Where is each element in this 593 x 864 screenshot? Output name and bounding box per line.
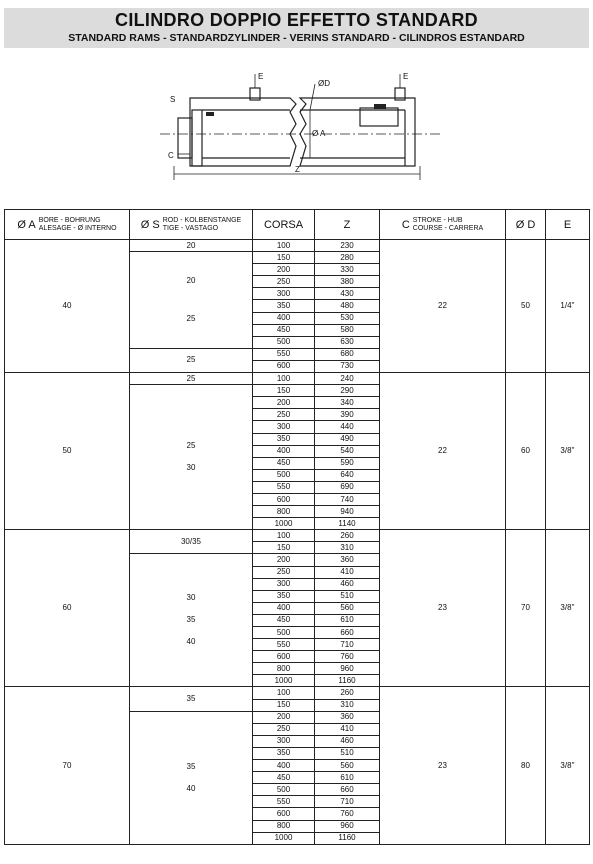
corsa-cell: 400 [253, 760, 315, 772]
rod-cell [130, 711, 253, 844]
corsa-cell: 550 [253, 481, 315, 493]
z-cell: 310 [315, 542, 380, 554]
z-cell: 610 [315, 772, 380, 784]
z-cell: 480 [315, 300, 380, 312]
z-cell: 660 [315, 784, 380, 796]
page-header [4, 8, 589, 48]
z-cell: 260 [315, 530, 380, 542]
corsa-cell: 450 [253, 457, 315, 469]
z-cell: 380 [315, 276, 380, 288]
corsa-cell: 500 [253, 627, 315, 639]
header-e: E [546, 210, 590, 240]
z-cell: 290 [315, 385, 380, 397]
corsa-cell: 300 [253, 578, 315, 590]
rod-value: 25 [186, 313, 196, 323]
z-cell: 460 [315, 578, 380, 590]
z-cell: 680 [315, 348, 380, 360]
header-corsa: CORSA [253, 210, 315, 240]
corsa-cell: 350 [253, 433, 315, 445]
z-cell: 740 [315, 493, 380, 505]
corsa-cell: 550 [253, 796, 315, 808]
stroke-cell: 22 [380, 373, 506, 530]
table-row [5, 687, 590, 699]
z-cell: 610 [315, 614, 380, 626]
corsa-cell: 100 [253, 530, 315, 542]
page-subtitle: STANDARD RAMS - STANDARDZYLINDER - VERINS STANDARD - CILINDROS ESTANDARD [68, 32, 525, 44]
corsa-cell: 800 [253, 663, 315, 675]
corsa-cell: 1000 [253, 832, 315, 844]
z-cell: 310 [315, 699, 380, 711]
corsa-cell: 400 [253, 445, 315, 457]
z-cell: 560 [315, 760, 380, 772]
drawing-label-s: S [170, 95, 176, 104]
corsa-cell: 200 [253, 397, 315, 409]
z-cell: 590 [315, 457, 380, 469]
corsa-cell: 550 [253, 639, 315, 651]
rod-cell: 30/35 [130, 530, 253, 554]
corsa-cell: 400 [253, 602, 315, 614]
corsa-cell: 600 [253, 493, 315, 505]
z-cell: 490 [315, 433, 380, 445]
table-row [5, 240, 590, 252]
drawing-label-c: C [168, 151, 174, 160]
rod-value: 40 [186, 637, 196, 647]
rod-value: 35 [186, 761, 196, 771]
z-cell: 340 [315, 397, 380, 409]
stroke-cell: 22 [380, 240, 506, 373]
drawing-label-d: ØD [318, 79, 330, 88]
rod-cell: 35 [130, 687, 253, 711]
drawing-label-a: Ø A [312, 129, 326, 138]
z-cell: 360 [315, 711, 380, 723]
corsa-cell: 400 [253, 312, 315, 324]
e-cell: 1/4'' [546, 240, 590, 373]
z-cell: 640 [315, 469, 380, 481]
corsa-cell: 800 [253, 820, 315, 832]
rod-cell: 25 [130, 348, 253, 372]
d-cell: 70 [506, 530, 546, 687]
corsa-cell: 100 [253, 687, 315, 699]
z-cell: 960 [315, 820, 380, 832]
rod-value: 30 [186, 463, 196, 473]
bore-cell: 50 [5, 373, 130, 530]
d-cell: 80 [506, 687, 546, 844]
corsa-cell: 600 [253, 360, 315, 372]
specs-table [4, 209, 590, 845]
d-cell: 50 [506, 240, 546, 373]
corsa-cell: 350 [253, 300, 315, 312]
z-cell: 710 [315, 639, 380, 651]
corsa-cell: 200 [253, 554, 315, 566]
e-cell: 3/8'' [546, 530, 590, 687]
z-cell: 940 [315, 506, 380, 518]
corsa-cell: 1000 [253, 518, 315, 530]
corsa-cell: 350 [253, 747, 315, 759]
z-cell: 260 [315, 687, 380, 699]
header-d: Ø D [506, 210, 546, 240]
corsa-cell: 300 [253, 735, 315, 747]
bore-cell: 60 [5, 530, 130, 687]
z-cell: 1140 [315, 518, 380, 530]
corsa-cell: 200 [253, 264, 315, 276]
corsa-cell: 550 [253, 348, 315, 360]
d-cell: 60 [506, 373, 546, 530]
rod-value: 40 [186, 783, 196, 793]
e-cell: 3/8'' [546, 373, 590, 530]
corsa-cell: 150 [253, 385, 315, 397]
stroke-cell: 23 [380, 530, 506, 687]
corsa-cell: 150 [253, 252, 315, 264]
table-row [5, 530, 590, 542]
corsa-cell: 450 [253, 614, 315, 626]
z-cell: 1160 [315, 832, 380, 844]
corsa-cell: 1000 [253, 675, 315, 687]
z-cell: 280 [315, 252, 380, 264]
header-stroke: C STROKE - HUB COURSE - CARRERA [380, 210, 506, 240]
rod-value: 25 [186, 441, 196, 451]
corsa-cell: 150 [253, 699, 315, 711]
corsa-cell: 450 [253, 324, 315, 336]
table-row [5, 373, 590, 385]
corsa-cell: 100 [253, 373, 315, 385]
z-cell: 540 [315, 445, 380, 457]
bore-cell: 40 [5, 240, 130, 373]
z-cell: 360 [315, 554, 380, 566]
z-cell: 630 [315, 336, 380, 348]
rod-cell: 20 [130, 240, 253, 252]
table-body [5, 240, 590, 845]
z-cell: 730 [315, 360, 380, 372]
z-cell: 390 [315, 409, 380, 421]
z-cell: 760 [315, 651, 380, 663]
corsa-cell: 600 [253, 808, 315, 820]
z-cell: 690 [315, 481, 380, 493]
corsa-cell: 250 [253, 723, 315, 735]
corsa-cell: 600 [253, 651, 315, 663]
z-cell: 460 [315, 735, 380, 747]
z-cell: 330 [315, 264, 380, 276]
table-header-row [5, 210, 590, 240]
corsa-cell: 100 [253, 240, 315, 252]
z-cell: 240 [315, 373, 380, 385]
corsa-cell: 250 [253, 566, 315, 578]
z-cell: 960 [315, 663, 380, 675]
drawing-label-e-right: E [403, 72, 409, 81]
cylinder-drawing [150, 66, 450, 191]
page-title: CILINDRO DOPPIO EFFETTO STANDARD [115, 10, 478, 30]
z-cell: 1160 [315, 675, 380, 687]
corsa-cell: 200 [253, 711, 315, 723]
rod-cell [130, 252, 253, 349]
corsa-cell: 250 [253, 409, 315, 421]
corsa-cell: 800 [253, 506, 315, 518]
header-z: Z [315, 210, 380, 240]
z-cell: 510 [315, 747, 380, 759]
corsa-cell: 250 [253, 276, 315, 288]
z-cell: 430 [315, 288, 380, 300]
header-rod: Ø S ROD - KOLBENSTANGE TIGE - VASTAGO [130, 210, 253, 240]
corsa-cell: 500 [253, 784, 315, 796]
e-cell: 3/8'' [546, 687, 590, 844]
z-cell: 410 [315, 566, 380, 578]
corsa-cell: 150 [253, 542, 315, 554]
corsa-cell: 300 [253, 421, 315, 433]
corsa-cell: 450 [253, 772, 315, 784]
drawing-label-e-left: E [258, 72, 264, 81]
stroke-cell: 23 [380, 687, 506, 844]
corsa-cell: 300 [253, 288, 315, 300]
corsa-cell: 350 [253, 590, 315, 602]
rod-value: 35 [186, 615, 196, 625]
z-cell: 410 [315, 723, 380, 735]
z-cell: 760 [315, 808, 380, 820]
rod-value: 20 [186, 275, 196, 285]
drawing-label-z: Z [295, 165, 300, 174]
rod-cell [130, 554, 253, 687]
corsa-cell: 500 [253, 469, 315, 481]
z-cell: 560 [315, 602, 380, 614]
bore-cell: 70 [5, 687, 130, 844]
z-cell: 440 [315, 421, 380, 433]
z-cell: 710 [315, 796, 380, 808]
rod-value: 30 [186, 593, 196, 603]
header-bore: Ø A BORE - BOHRUNG ALESAGE - Ø INTERNO [5, 210, 130, 240]
z-cell: 510 [315, 590, 380, 602]
z-cell: 660 [315, 627, 380, 639]
z-cell: 530 [315, 312, 380, 324]
z-cell: 230 [315, 240, 380, 252]
rod-cell [130, 385, 253, 530]
corsa-cell: 500 [253, 336, 315, 348]
rod-cell: 25 [130, 373, 253, 385]
z-cell: 580 [315, 324, 380, 336]
